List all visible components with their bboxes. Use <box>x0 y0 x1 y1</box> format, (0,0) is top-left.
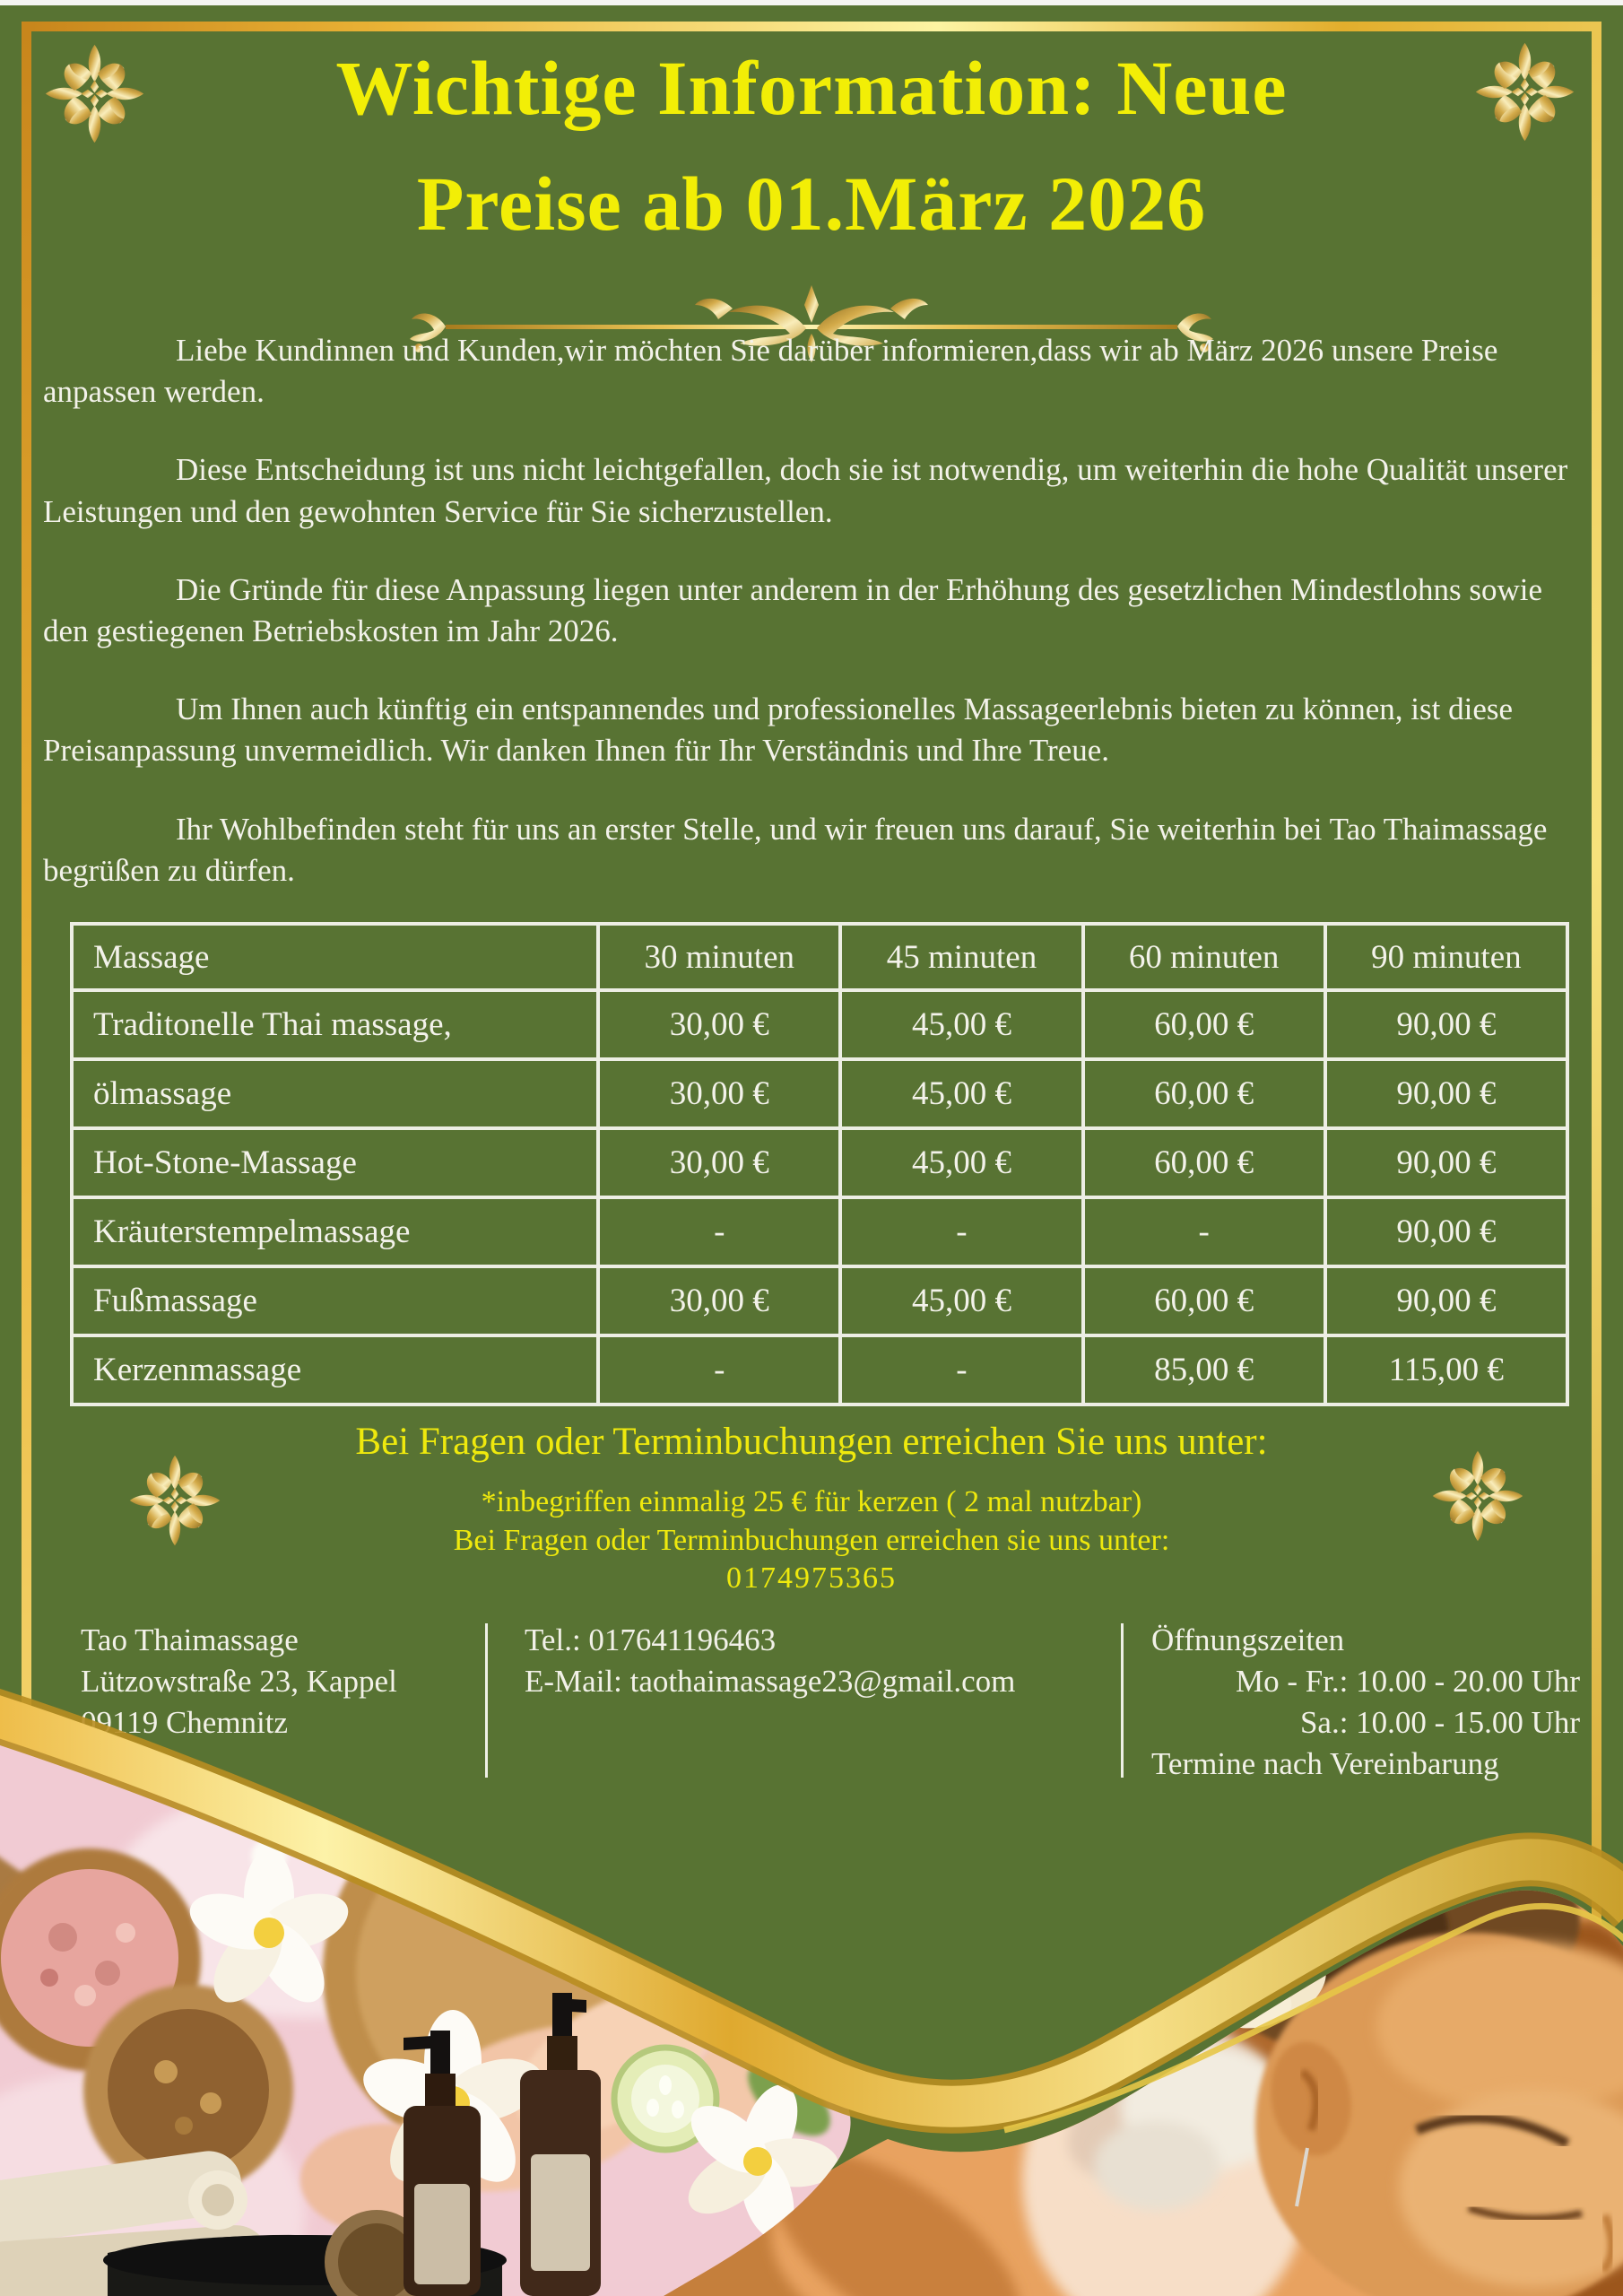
city-address: 09119 Chemnitz <box>81 1704 289 1740</box>
table-row <box>72 1197 1567 1266</box>
booking-phone: 0174975365 <box>726 1561 897 1595</box>
price-cell: 90,00 € <box>1325 1059 1567 1128</box>
price-cell: - <box>598 1335 840 1405</box>
booking-section <box>0 1420 1623 1596</box>
price-cell: 30,00 € <box>598 1128 840 1197</box>
table-row <box>72 1266 1567 1335</box>
price-cell: 90,00 € <box>1325 1197 1567 1266</box>
page-title-line1: Wichtige Information: Neue <box>335 45 1288 131</box>
intro-paragraph-2: Diese Entscheidung ist uns nicht leichtgefallen, doch sie ist notwendig, um weiterhin die hohe Qualität unserer Leistungen und den gewohnten Service für Sie sicherzustellen. <box>43 452 1568 529</box>
col-header-60min: 60 minuten <box>1083 924 1325 990</box>
price-cell: 90,00 € <box>1325 1266 1567 1335</box>
intro-paragraph-1: Liebe Kundinnen und Kunden,wir möchten Sie darüber informieren,dass wir ab März 2026 unsere Preise anpassen werden. <box>43 333 1498 410</box>
price-cell: 90,00 € <box>1325 1128 1567 1197</box>
price-table <box>70 922 1569 1406</box>
intro-paragraph-3: Die Gründe für diese Anpassung liegen unter anderem in der Erhöhung des gesetzlichen Mindestlohns sowie den gestiegenen Betriebskosten im Jahr 2026. <box>43 571 1543 648</box>
price-cell: 45,00 € <box>840 1059 1082 1128</box>
intro-text <box>43 330 1582 928</box>
page-title <box>0 30 1623 262</box>
row-label: ölmassage <box>72 1059 598 1128</box>
col-header-90min: 90 minuten <box>1325 924 1567 990</box>
price-cell: - <box>840 1197 1082 1266</box>
hours-saturday: Sa.: 10.00 - 15.00 Uhr <box>1299 1704 1580 1740</box>
hours-weekdays: Mo - Fr.: 10.00 - 20.00 Uhr <box>1235 1663 1580 1699</box>
intro-paragraph-4: Um Ihnen auch künftig ein entspannendes und professionelles Massageerlebnis bieten zu können, ist diese Preisanpassung unvermeidlich. Wir danken Ihnen für Ihr Verständnis und Ihre Treue. <box>43 691 1514 769</box>
row-label: Kräuterstempelmassage <box>72 1197 598 1266</box>
col-header-45min: 45 minuten <box>840 924 1082 990</box>
hours-title: Öffnungszeiten <box>1151 1622 1345 1657</box>
intro-paragraph-5: Ihr Wohlbefinden steht für uns an erster Stelle, und wir freuen uns darauf, Sie weiterhin bei Tao Thaimassage begrüßen zu dürfen. <box>43 811 1548 888</box>
price-cell: 30,00 € <box>598 1266 840 1335</box>
email-address: E-Mail: taothaimassage23@gmail.com <box>525 1663 1016 1699</box>
price-cell: - <box>840 1335 1082 1405</box>
page-title-line2: Preise ab 01.März 2026 <box>416 161 1207 247</box>
page-top-edge <box>0 0 1623 5</box>
candle-note: *inbegriffen einmalig 25 € für kerzen ( 2 mal nutzbar) <box>481 1485 1142 1518</box>
price-cell: 45,00 € <box>840 990 1082 1059</box>
spa-photo-collage <box>0 1677 1623 2296</box>
booking-heading: Bei Fragen oder Terminbuchungen erreichen Sie uns unter: <box>355 1421 1268 1463</box>
price-cell: - <box>598 1197 840 1266</box>
side-flourish-icon <box>128 1454 221 1547</box>
hours-note: Termine nach Vereinbarung <box>1151 1745 1499 1781</box>
booking-subline: Bei Fragen oder Terminbuchungen erreichen sie uns unter: <box>453 1524 1170 1557</box>
price-cell: 90,00 € <box>1325 990 1567 1059</box>
phone-number: Tel.: 017641196463 <box>525 1622 777 1657</box>
row-label: Fußmassage <box>72 1266 598 1335</box>
table-row <box>72 1128 1567 1197</box>
price-cell: 85,00 € <box>1083 1335 1325 1405</box>
row-label: Kerzenmassage <box>72 1335 598 1405</box>
price-cell: 60,00 € <box>1083 1059 1325 1128</box>
col-header-30min: 30 minuten <box>598 924 840 990</box>
price-cell: 60,00 € <box>1083 1266 1325 1335</box>
table-row <box>72 1335 1567 1405</box>
price-cell: 60,00 € <box>1083 990 1325 1059</box>
street-address: Lützowstraße 23, Kappel <box>81 1663 397 1699</box>
table-row <box>72 1059 1567 1128</box>
price-cell: 45,00 € <box>840 1266 1082 1335</box>
business-name: Tao Thaimassage <box>81 1622 299 1657</box>
price-cell: 115,00 € <box>1325 1335 1567 1405</box>
price-cell: 45,00 € <box>840 1128 1082 1197</box>
side-flourish-icon <box>1431 1449 1524 1543</box>
price-cell: - <box>1083 1197 1325 1266</box>
row-label: Hot-Stone-Massage <box>72 1128 598 1197</box>
price-cell: 60,00 € <box>1083 1128 1325 1197</box>
price-cell: 30,00 € <box>598 990 840 1059</box>
table-row <box>72 990 1567 1059</box>
col-header-massage: Massage <box>72 924 598 990</box>
price-table-header-row <box>72 924 1567 990</box>
row-label: Traditonelle Thai massage, <box>72 990 598 1059</box>
price-cell: 30,00 € <box>598 1059 840 1128</box>
